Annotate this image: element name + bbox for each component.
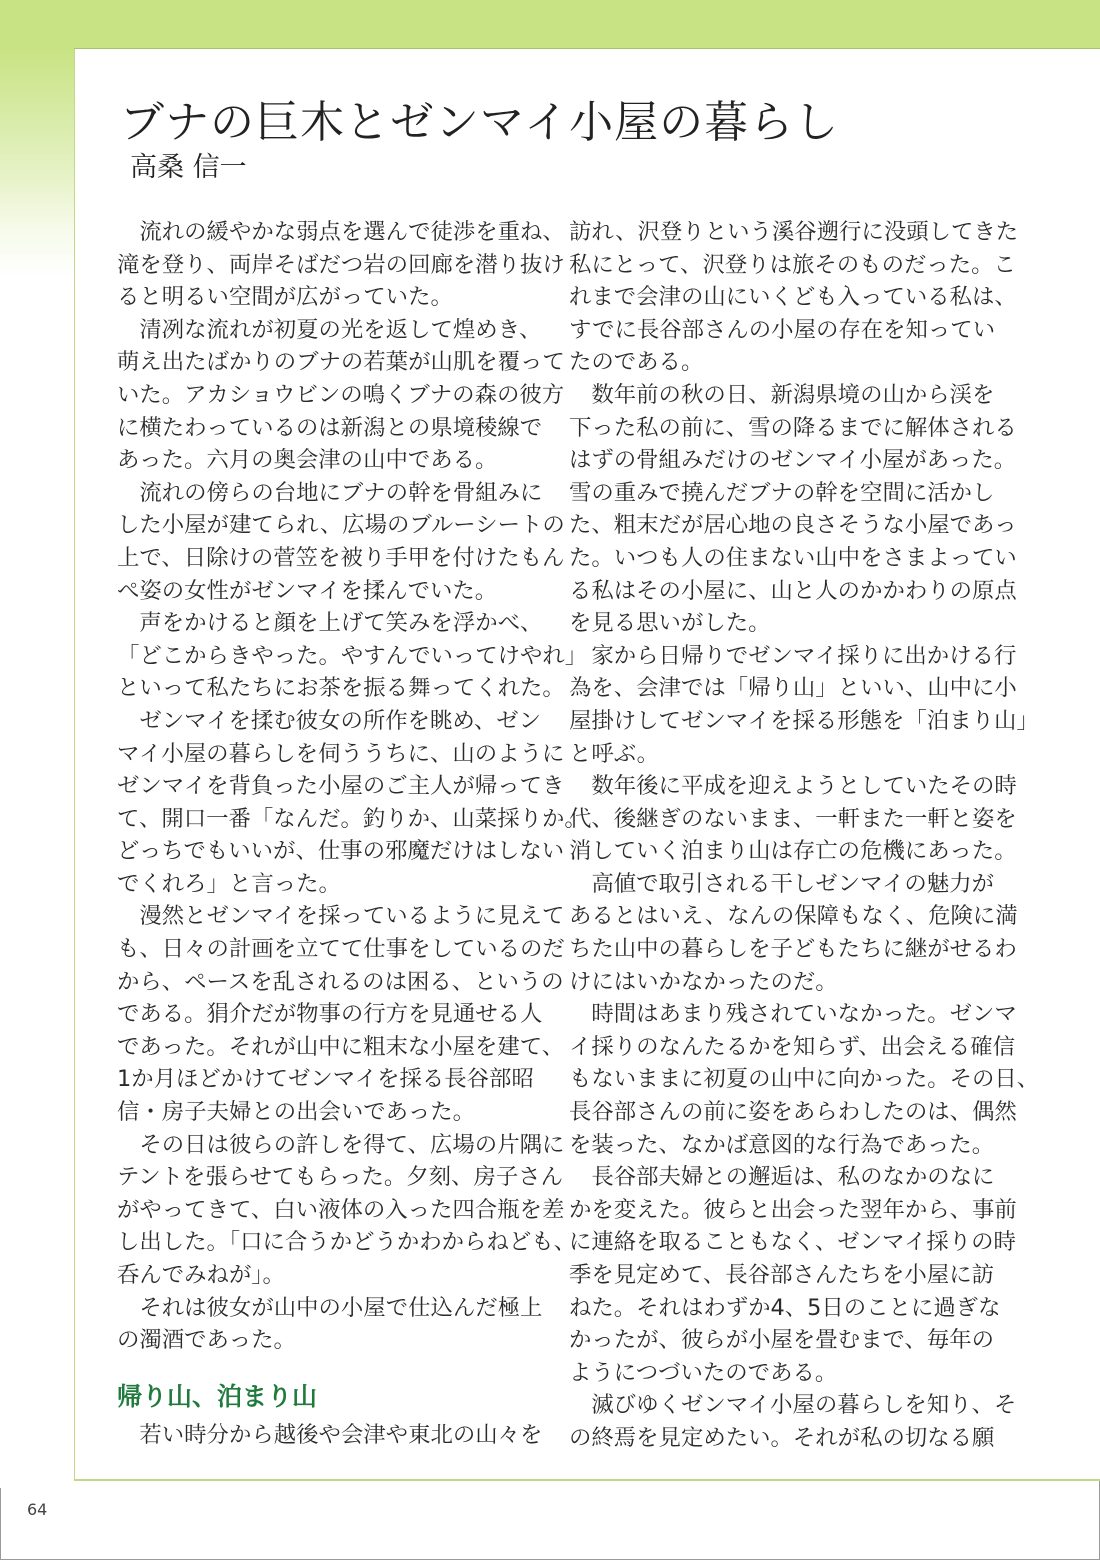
- text-line: 高値で取引される干しゼンマイの魅力が: [569, 870, 994, 897]
- text-line: あるとはいえ、なんの保障もなく、危険に満: [569, 903, 1018, 930]
- text-line: である。狷介だが物事の行方を見通せる人: [117, 1001, 543, 1028]
- text-line: どっちでもいいが、仕事の邪魔だけはしない: [117, 838, 565, 865]
- text-line: 漫然とゼンマイを採っているように見えて: [117, 903, 565, 930]
- text-line: る私はその小屋に、山と人のかかわりの原点: [569, 577, 1017, 604]
- text-line: 滝を登り、両岸そばだつ岩の回廊を潜り抜け: [117, 251, 565, 278]
- left-color-band: [0, 48, 74, 1488]
- text-line: 萌え出たばかりのブナの若葉が山肌を覆って: [117, 349, 565, 376]
- text-line: の終焉を見定めたい。それが私の切なる願: [569, 1424, 995, 1451]
- text-line: 上で、日除けの菅笠を被り手甲を付けたもん: [117, 544, 565, 571]
- text-line: に横たわっているのは新潟との県境稜線で: [117, 414, 543, 441]
- article-title: ブナの巨木とゼンマイ小屋の暮らし: [120, 97, 840, 148]
- top-color-band: [0, 0, 1100, 49]
- text-line: 滅びゆくゼンマイ小屋の暮らしを知り、そ: [569, 1392, 1017, 1419]
- text-line: がやってきて、白い液体の入った四合瓶を差: [117, 1196, 565, 1223]
- text-line: マイ小屋の暮らしを伺ううちに、山のように: [117, 740, 565, 767]
- text-line: 数年前の秋の日、新潟県境の山から渓を: [569, 381, 995, 408]
- text-line: 若い時分から越後や会津や東北の山々を: [117, 1422, 543, 1448]
- text-line: であった。それが山中に粗末な小屋を建て、: [117, 1033, 565, 1060]
- text-line: その日は彼らの許しを得て、広場の片隅に: [117, 1131, 565, 1158]
- text-line: て、開口一番「なんだ。釣りか、山菜採りか。: [117, 805, 587, 832]
- text-line: テントを張らせてもらった。夕刻、房子さん: [117, 1164, 564, 1191]
- page-number: 64: [27, 1500, 48, 1519]
- text-line: 私にとって、沢登りは旅そのものだった。こ: [569, 251, 1016, 278]
- text-line: と呼ぶ。: [569, 740, 660, 767]
- text-line: 声をかけると顔を上げて笑みを浮かべ、: [117, 610, 543, 637]
- text-line: た。いつも人の住まない山中をさまよってい: [569, 544, 1017, 571]
- text-line: 1か月ほどかけてゼンマイを採る長谷部昭: [117, 1066, 534, 1093]
- text-line: ちた山中の暮らしを子どもたちに継がせるわ: [569, 936, 1017, 963]
- text-line: ねた。それはわずか4、5日のことに過ぎな: [569, 1294, 1001, 1321]
- section-heading: 帰り山、泊まり山: [117, 1382, 318, 1411]
- text-line: 季を見定めて、長谷部さんたちを小屋に訪: [569, 1262, 994, 1288]
- text-line: 下った私の前に、雪の降るまでに解体される: [569, 414, 1017, 441]
- text-line: ると明るい空間が広がっていた。: [117, 284, 453, 311]
- text-line: すでに長谷部さんの小屋の存在を知ってい: [569, 316, 996, 343]
- text-line: し出した。「口に合うかどうかわからねども、: [117, 1229, 577, 1256]
- text-line: 時間はあまり残されていなかった。ゼンマ: [569, 1001, 1017, 1028]
- text-line: かったが、彼らが小屋を畳むまで、毎年の: [569, 1327, 994, 1354]
- text-line: といって私たちにお茶を振る舞ってくれた。: [117, 675, 565, 702]
- text-line: 「どこからきやった。やすんでいってけやれ」: [117, 642, 588, 669]
- text-line: 消していく泊まり山は存亡の危機にあった。: [569, 838, 1017, 865]
- text-line: いた。アカショウビンの鳴くブナの森の彼方: [117, 381, 565, 408]
- text-line: に連絡を取ることもなく、ゼンマイ採りの時: [569, 1229, 1016, 1256]
- text-line: はずの骨組みだけのゼンマイ小屋があった。: [569, 447, 1017, 474]
- text-line: を見る思いがした。: [569, 610, 771, 637]
- text-line: 長谷部さんの前に姿をあらわしたのは、偶然: [569, 1099, 1017, 1126]
- text-line: かを変えた。彼らと出会った翌年から、事前: [569, 1196, 1017, 1223]
- text-line: 家から日帰りでゼンマイ採りに出かける行: [569, 642, 1017, 669]
- text-line: もないままに初夏の山中に向かった。その日、: [569, 1066, 1040, 1093]
- text-line: 数年後に平成を迎えようとしていたその時: [569, 773, 1017, 800]
- text-line: した小屋が建てられ、広場のブルーシートの: [117, 512, 565, 539]
- text-line: 長谷部夫婦との邂逅は、私のなかのなに: [569, 1164, 995, 1191]
- text-line: 屋掛けしてゼンマイを採る形態を「泊まり山」: [569, 707, 1039, 734]
- text-line: 呑んでみねが」。: [117, 1262, 285, 1288]
- text-line: たのである。: [569, 349, 704, 376]
- text-line: ようにつづいたのである。: [569, 1359, 838, 1386]
- text-line: あった。六月の奥会津の山中である。: [117, 447, 498, 474]
- text-line: 為を、会津では「帰り山」といい、山中に小: [569, 675, 1017, 702]
- text-line: 代、後継ぎのないまま、一軒また一軒と姿を: [569, 805, 1017, 832]
- text-line: ゼンマイを背負った小屋のご主人が帰ってき: [117, 773, 565, 800]
- text-column-right: [569, 216, 1040, 1455]
- text-line: 雪の重みで撓んだブナの幹を空間に活かし: [569, 479, 995, 506]
- text-line: の濁酒であった。: [117, 1327, 296, 1354]
- text-line: 流れの緩やかな弱点を選んで徒渉を重ね、: [117, 219, 565, 245]
- text-line: を装った、なかば意図的な行為であった。: [569, 1131, 995, 1158]
- text-line: 清冽な流れが初夏の光を返して煌めき、: [117, 316, 542, 343]
- text-line: から、ペースを乱されるのは困る、というの: [117, 968, 564, 995]
- text-line: た、粗末だが居心地の良さそうな小屋であっ: [569, 512, 1017, 539]
- text-line: ゼンマイを揉む彼女の所作を眺め、ゼン: [117, 707, 542, 734]
- text-line: でくれろ」と言った。: [117, 870, 341, 897]
- text-column-left: [117, 216, 588, 1357]
- text-line: 訪れ、沢登りという溪谷遡行に没頭してきた: [569, 219, 1019, 245]
- text-line: それは彼女が山中の小屋で仕込んだ極上: [117, 1294, 543, 1321]
- article-author: 高桑 信一: [130, 152, 247, 183]
- text-line: 信・房子夫婦との出会いであった。: [117, 1099, 476, 1126]
- text-line: イ採りのなんたるかを知らず、出会える確信: [569, 1033, 1016, 1060]
- text-line: ぺ姿の女性がゼンマイを揉んでいた。: [117, 577, 498, 604]
- text-line: けにはいかなかったのだ。: [569, 968, 838, 995]
- text-line: 流れの傍らの台地にブナの幹を骨組みに: [117, 479, 543, 506]
- text-line: も、日々の計画を立てて仕事をしているのだ: [117, 936, 565, 963]
- text-line: れまで会津の山にいくども入っている私は、: [569, 284, 1017, 311]
